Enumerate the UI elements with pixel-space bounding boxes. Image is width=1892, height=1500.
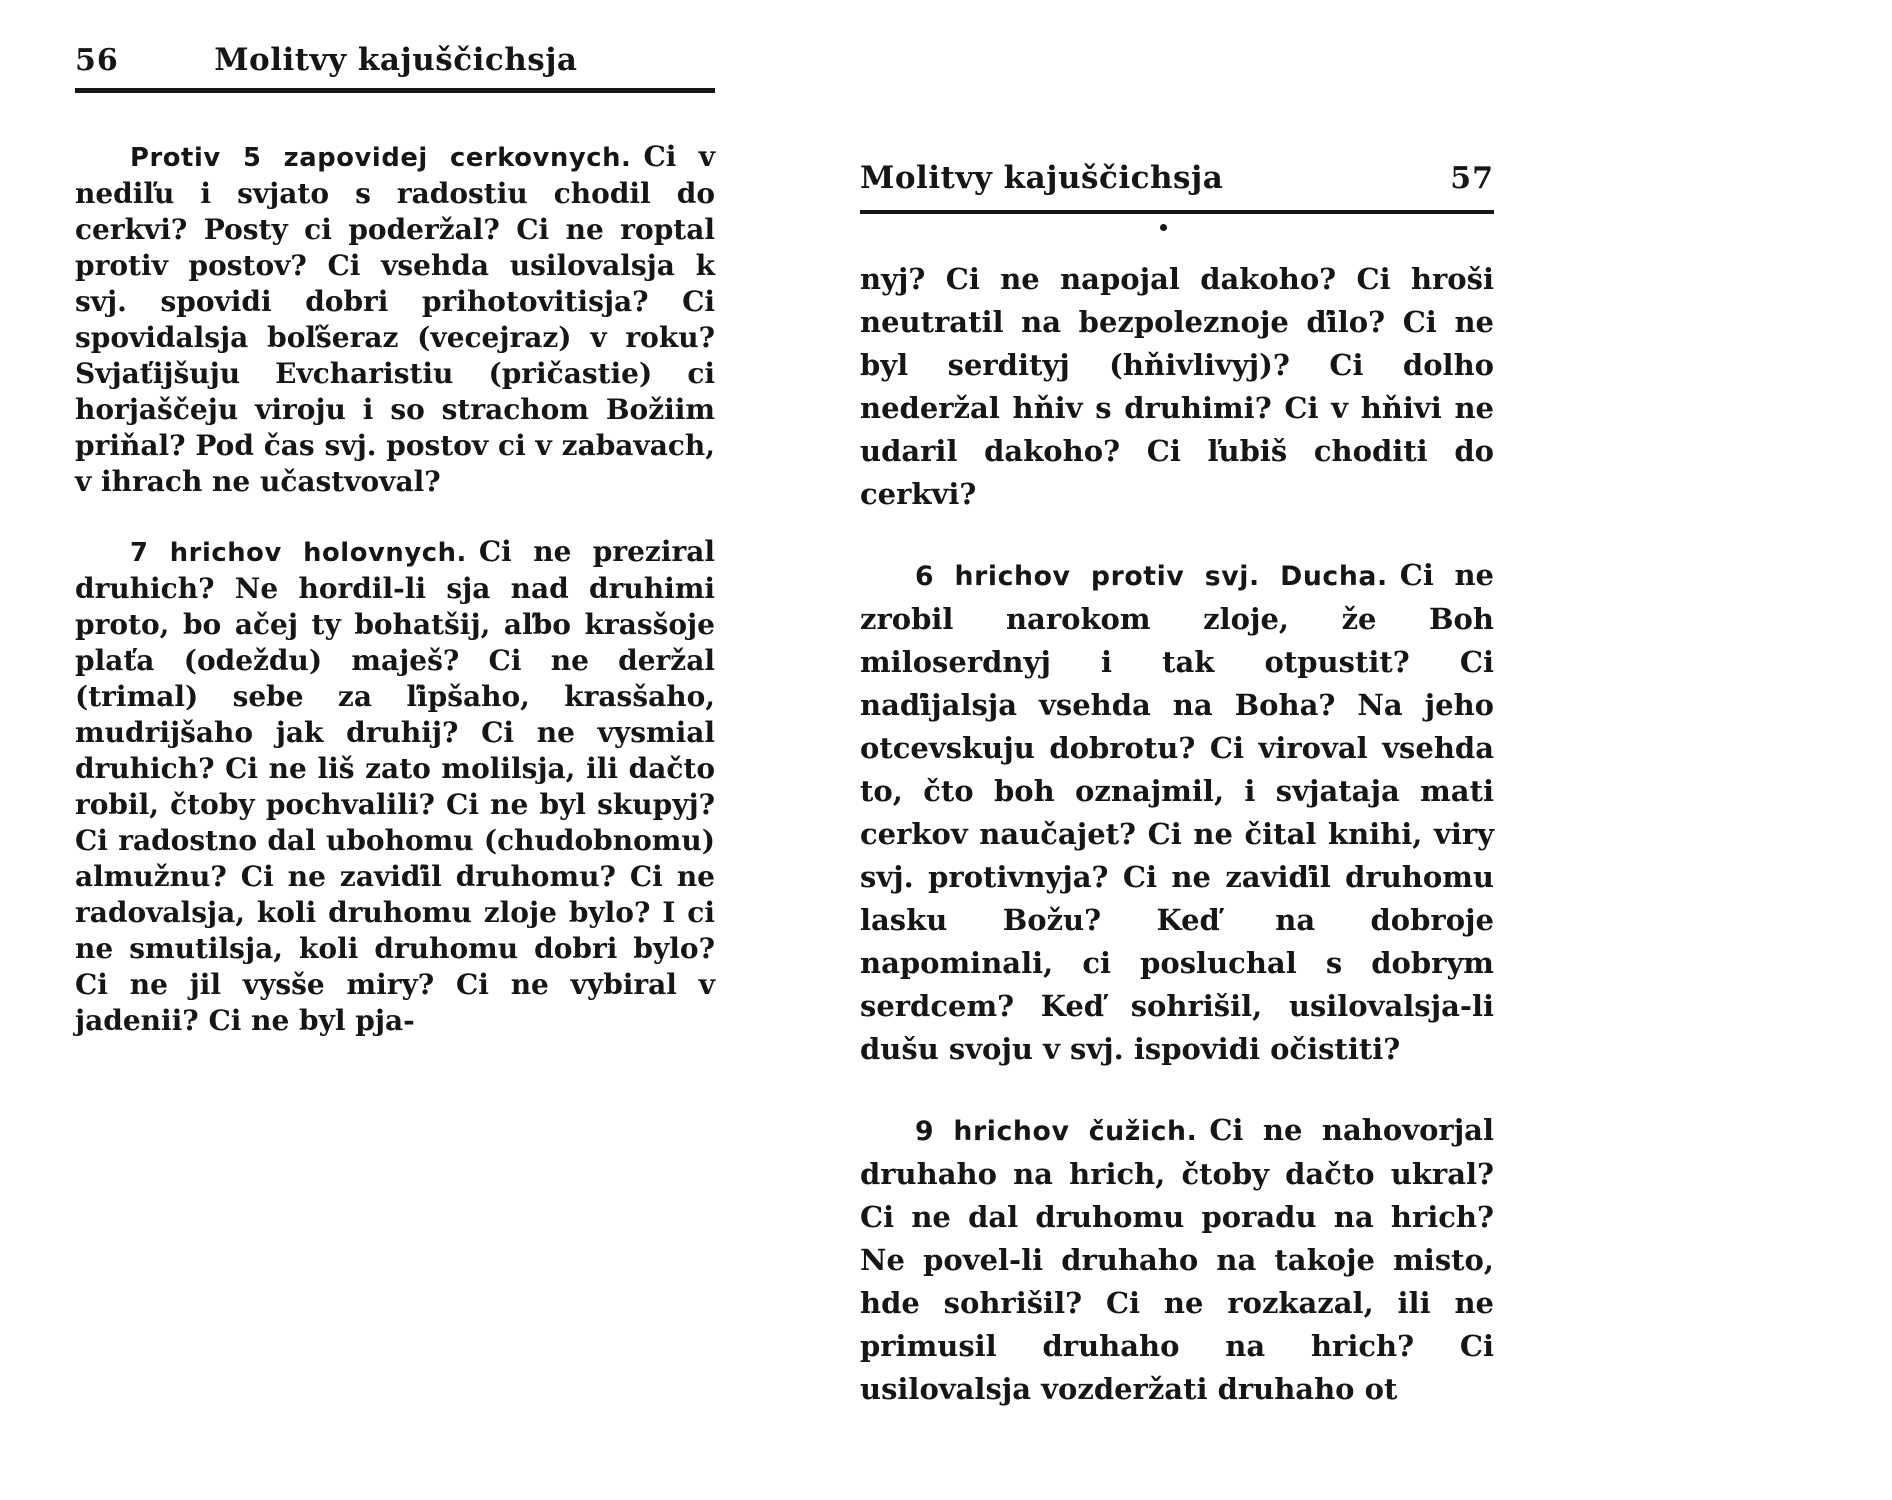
paragraph-text: nyj? Ci ne napojal dakoho? Ci hroši neutratil na bezpoleznoje ďilo? Ci ne byl serdityj (hňivlivyj)? Ci dolho nederžal hňiv s druhimi? Ci v hňivi ne udaril dakoho? Ci ľubiš choditi do cerkvi? xyxy=(860,262,1494,511)
paragraph-text: Ci ne preziral druhich? Ne hordil-li sja nad druhimi proto, bo ačej ty bohatšij, aľbo krasšoje plaťa (odeždu) maješ? Ci ne deržal (trimal) sebe za ľipšaho, krasšaho, mudrijšaho jak druhij? Ci ne vysmial druhich? Ci ne liš zato molilsja, ili dačto robil, čtoby pochvalili? Ci ne byl skupyj? Ci radostno dal ubohomu (chudobnomu) almužnu? Ci ne zaviďil druhomu? Ci ne radovalsja, koli druhomu zloje bylo? I ci ne smutilsja, koli druhomu dobri bylo? Ci ne jil vysše miry? Ci ne vybiral v jadenii? Ci ne byl pja- xyxy=(75,535,715,1037)
left-header-rule xyxy=(75,88,715,93)
paragraph-heading: Protiv 5 zapovidej cerkovnych. xyxy=(130,143,632,173)
paragraph-text: Ci ne nahovorjal druhaho na hrich, čtoby dačto ukral? Ci ne dal druhomu poradu na hrich? Ne povel-li druhaho na takoje misto, hde sohrišil? Ci ne rozkazal, ili ne primusil druhaho na hrich? Ci usilovalsja vozderžati druhaho ot xyxy=(860,1113,1494,1406)
ink-dot-artifact xyxy=(1160,224,1167,231)
left-page-number: 56 xyxy=(75,43,119,78)
paragraph-protiv-5-zapovidej xyxy=(75,139,715,500)
paragraph-heading: 6 hrichov protiv svj. Ducha. xyxy=(915,561,1388,592)
right-header-rule xyxy=(860,210,1494,214)
paragraph-text: Ci v nediľu i svjato s radostiu chodil do cerkvi? Posty ci poderžal? Ci ne roptal protiv postov? Ci vsehda usilovalsja k svj. spovidi dobri prihotovitisja? Ci spovidalsja boľšeraz (vecejraz) v roku? Svjaťijšuju Evcharistiu (pričastie) ci horjaščeju viroju i so strachom Božiim priňal? Pod čas svj. postov ci v zabavach, v ihrach ne učastvoval? xyxy=(75,140,715,498)
paragraph-heading: 7 hrichov holovnych. xyxy=(130,538,467,568)
right-page-body xyxy=(860,258,1494,1411)
left-page-body xyxy=(75,139,715,1039)
left-running-title: Molitvy kajuščichsja xyxy=(214,42,578,78)
paragraph-text: Ci ne zrobil narokom zloje, že Boh miloserdnyj i tak otpustit? Ci naďijalsja vsehda na Boha? Na jeho otcevskuju dobrotu? Ci viroval vsehda to, čto boh oznajmil, i svjataja mati cerkov naučajet? Ci ne čital knihi, viry svj. protivnyja? Ci ne zaviďil druhomu lasku Božu? Keď na dobroje napominali, ci posluchal s dobrym serdcem? Keď sohrišil, usilovalsja-li dušu svoju v svj. ispovidi očistiti? xyxy=(860,558,1494,1066)
paragraph-6-hrichov-protiv-ducha xyxy=(860,554,1494,1071)
paragraph-9-hrichov-cuzich xyxy=(860,1109,1494,1411)
right-page-number: 57 xyxy=(1450,161,1494,196)
paragraph-7-hrichov-holovnych xyxy=(75,534,715,1039)
page-right xyxy=(860,0,1494,1411)
paragraph-continuation xyxy=(860,258,1494,516)
page-left xyxy=(75,0,715,1039)
right-running-title: Molitvy kajuščichsja xyxy=(860,160,1224,196)
right-page-header xyxy=(860,160,1494,196)
left-page-header xyxy=(75,42,715,78)
paragraph-heading: 9 hrichov čužich. xyxy=(915,1116,1198,1147)
